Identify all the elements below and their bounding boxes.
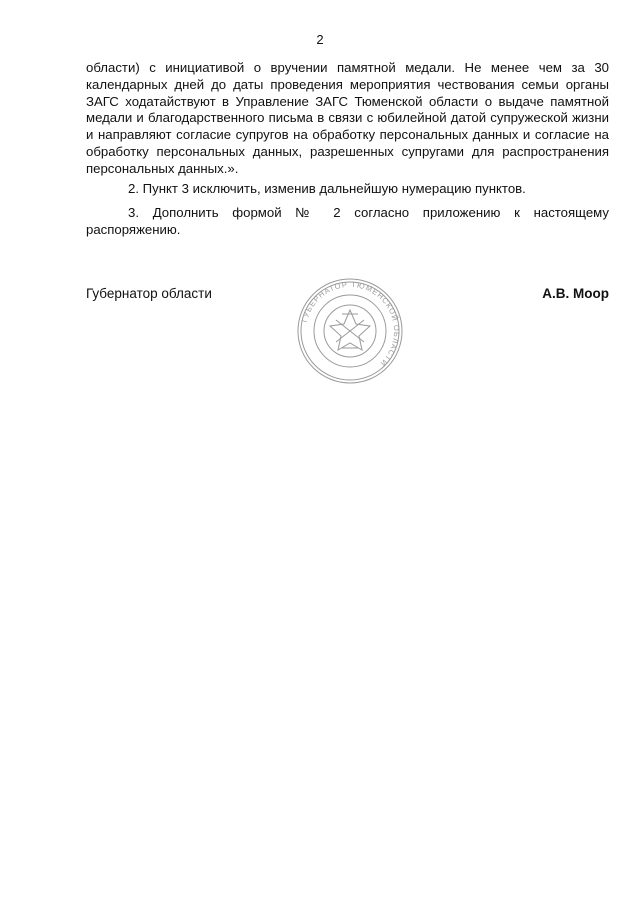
page-number: 2 (316, 32, 324, 47)
official-seal-icon (290, 276, 410, 386)
signatory-name: А.В. Моор (542, 286, 609, 301)
signatory-position: Губернатор области (86, 286, 212, 301)
paragraph-2 (86, 181, 609, 198)
paragraph-3 (86, 205, 609, 239)
paragraph-2-text: 2. Пункт 3 исключить, изменив дальнейшую нумерацию пунктов. (128, 181, 526, 196)
paragraph-1-text: области) с инициативой о вручении памятной медали. Не менее чем за 30 календарных дней до даты проведения мероприятия чествования семьи органы ЗАГС ходатайствуют в Управление ЗАГС Тюменской области о выдаче памятной медали и благодарственного письма в связи с юбилейной датой супружеской жизни и направляют согласие супругов на обработку персональных данных и согласие на обработку персональных данных, разрешенных супругами для распространения персональных данных.». (86, 60, 609, 176)
paragraph-3-text: 3. Дополнить формой № 2 согласно приложению к настоящему распоряжению. (86, 205, 609, 237)
seal-emblem (330, 310, 370, 350)
seal-graphic (290, 276, 410, 386)
seal-text: ГУБЕРНАТОР ТЮМЕНСКОЙ ОБЛАСТИ (299, 279, 402, 369)
paragraph-1 (86, 60, 609, 178)
